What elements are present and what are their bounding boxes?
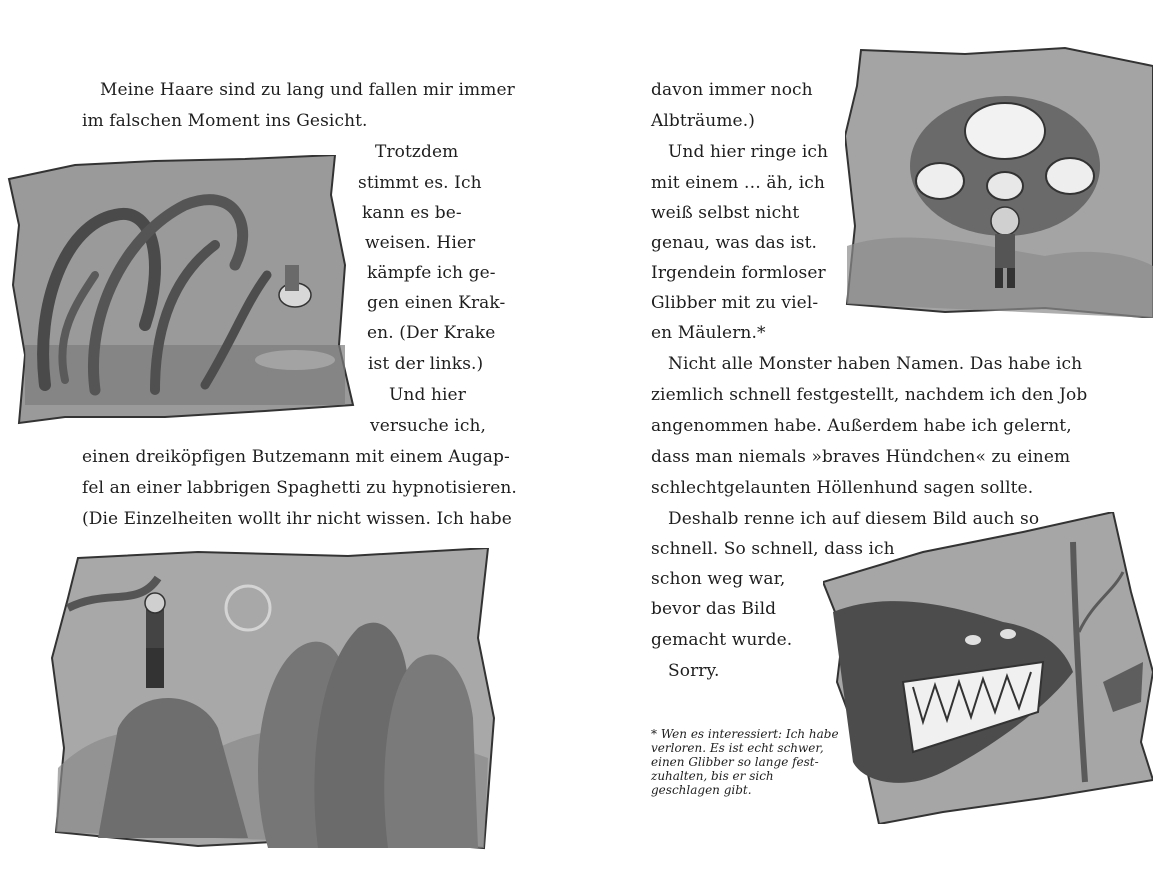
text-line: schlechtgelaunten Höllenhund sagen sollte.: [651, 478, 1034, 498]
left-page: [0, 0, 576, 885]
footnote-line: zuhalten, bis er sich: [651, 769, 774, 783]
text-line: Und hier: [389, 385, 466, 405]
text-line: versuche ich,: [370, 416, 487, 436]
right-page: [577, 0, 1153, 885]
text-line: gemacht wurde.: [651, 630, 793, 650]
text-line: gen einen Krak-: [367, 293, 506, 313]
text-line: dass man niemals »braves Hündchen« zu einem: [651, 447, 1071, 467]
text-line: Und hier ringe ich: [668, 142, 829, 162]
text-line: fel an einer labbrigen Spaghetti zu hypnotisieren.: [82, 478, 517, 498]
text-line: en Mäulern.*: [651, 323, 766, 343]
text-line: Meine Haare sind zu lang und fallen mir immer: [100, 80, 515, 100]
footnote-line: geschlagen gibt.: [651, 783, 752, 797]
text-line: Nicht alle Monster haben Namen. Das habe ich: [668, 354, 1083, 374]
text-line: (Die Einzelheiten wollt ihr nicht wissen. Ich habe: [82, 509, 512, 529]
text-line: Irgendein formloser: [651, 263, 826, 283]
text-line: angenommen habe. Außerdem habe ich gelernt,: [651, 416, 1072, 436]
footnote-line: einen Glibber so lange fest-: [651, 755, 819, 769]
glibber-monster-illustration: [845, 46, 1153, 318]
text-line: bevor das Bild: [651, 599, 777, 619]
text-line: kämpfe ich ge-: [367, 263, 496, 283]
text-line: einen dreiköpfigen Butzemann mit einem Augap-: [82, 447, 510, 467]
text-line: im falschen Moment ins Gesicht.: [82, 111, 368, 131]
text-line: ziemlich schnell festgestellt, nachdem ich den Job: [651, 385, 1088, 405]
text-line: genau, was das ist.: [651, 233, 818, 253]
text-line: davon immer noch: [651, 80, 813, 100]
text-line: weisen. Hier: [365, 233, 476, 253]
footnote-line: * Wen es interessiert: Ich habe: [651, 727, 839, 741]
text-line: schnell. So schnell, dass ich: [651, 539, 895, 559]
text-line: mit einem … äh, ich: [651, 173, 825, 193]
text-line: schon weg war,: [651, 569, 786, 589]
text-line: stimmt es. Ich: [358, 173, 482, 193]
footnote-line: verloren. Es ist echt schwer,: [651, 741, 824, 755]
three-headed-bogeyman-illustration: [48, 548, 500, 858]
text-line: Sorry.: [668, 661, 720, 681]
text-line: kann es be-: [362, 203, 462, 223]
text-line: en. (Der Krake: [367, 323, 496, 343]
text-line: Trotzdem: [375, 142, 459, 162]
text-line: weiß selbst nicht: [651, 203, 800, 223]
kraken-illustration: [5, 155, 357, 425]
text-line: Glibber mit zu viel-: [651, 293, 819, 313]
text-line: Albträume.): [651, 111, 755, 131]
text-line: Deshalb renne ich auf diesem Bild auch so: [668, 509, 1040, 529]
text-line: ist der links.): [368, 354, 484, 374]
hellhound-illustration: [823, 512, 1153, 824]
